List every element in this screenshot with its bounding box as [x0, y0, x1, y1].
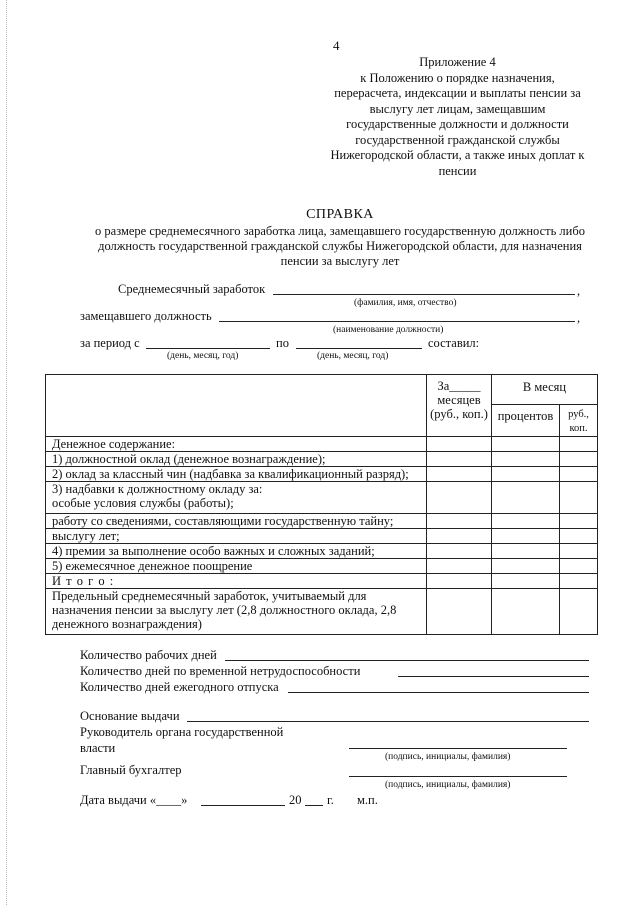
table-row [46, 514, 598, 529]
value-cell[interactable] [560, 467, 598, 482]
value-cell[interactable] [427, 482, 492, 514]
row-label: 1) должностной оклад (денежное вознаграждение); [46, 452, 427, 467]
value-cell[interactable] [560, 544, 598, 559]
value-cell[interactable] [492, 574, 560, 589]
appendix-block [315, 55, 600, 179]
value-cell[interactable] [427, 452, 492, 467]
limit-row [46, 589, 598, 635]
subtitle-line: должность государственной гражданской службы Нижегородской области, для назначения [98, 239, 582, 253]
header-rub-text: руб., [568, 409, 589, 420]
row-label: Денежное содержание: [46, 437, 427, 452]
header-months-text: За_____ [437, 379, 481, 393]
table-row [46, 529, 598, 544]
header-monthly-cell: В месяц [492, 375, 598, 405]
table-row [46, 467, 598, 482]
value-cell[interactable] [427, 529, 492, 544]
position-label: замещавшего должность [80, 309, 212, 323]
value-cell[interactable] [427, 544, 492, 559]
head-label-text: власти [80, 741, 116, 755]
document-subtitle [60, 224, 620, 269]
value-cell[interactable] [492, 467, 560, 482]
header-rub-cell [560, 405, 598, 437]
row-label: 5) ежемесячное денежное поощрение [46, 559, 427, 574]
sick-days-label: Количество дней по временной нетрудоспособности [80, 664, 361, 678]
head-signature-field[interactable] [349, 748, 567, 749]
year-prefix: 20 [289, 793, 302, 807]
fio-hint: (фамилия, имя, отчество) [354, 298, 457, 308]
table-row [46, 544, 598, 559]
period-tail: составил: [428, 336, 480, 350]
appendix-line: Приложение 4 [419, 55, 496, 69]
limit-label-text: денежного вознаграждения) [52, 617, 202, 631]
period-from-field[interactable] [146, 348, 270, 349]
subtitle-line: пенсии за выслугу лет [280, 254, 400, 268]
value-cell[interactable] [492, 529, 560, 544]
value-cell[interactable] [560, 514, 598, 529]
value-cell[interactable] [560, 437, 598, 452]
avg-earnings-label: Среднемесячный заработок [118, 282, 266, 296]
accountant-signature-field[interactable] [349, 776, 567, 777]
appendix-line: пенсии [438, 163, 477, 178]
table-row [46, 482, 598, 514]
appendix-line: государственные должности и должности [346, 117, 569, 131]
period-to-label: по [276, 336, 289, 350]
value-cell[interactable] [427, 514, 492, 529]
value-cell[interactable] [492, 544, 560, 559]
period-to-field[interactable] [296, 348, 422, 349]
issue-date-label: Дата выдачи «____» [80, 793, 188, 807]
limit-label-text: Предельный среднемесячный заработок, учитываемый для [52, 589, 367, 603]
issue-month-field[interactable] [201, 805, 285, 806]
header-months-text: (руб., коп.) [430, 407, 488, 421]
vacation-days-label: Количество дней ежегодного отпуска [80, 680, 279, 694]
value-cell[interactable] [427, 437, 492, 452]
header-months-text: месяцев [437, 393, 481, 407]
basis-field[interactable] [187, 721, 589, 722]
table-row [46, 559, 598, 574]
value-cell[interactable] [560, 452, 598, 467]
issue-year-field[interactable] [305, 805, 323, 806]
head-label-text: Руководитель органа государственной [80, 725, 284, 739]
appendix-line: перерасчета, индексации и выплаты пенсии за [334, 86, 581, 100]
total-row [46, 574, 598, 589]
year-suffix: г. [327, 793, 334, 807]
value-cell[interactable] [427, 589, 492, 635]
value-cell[interactable] [427, 574, 492, 589]
signature-hint: (подпись, инициалы, фамилия) [385, 780, 511, 790]
sick-days-field[interactable] [398, 676, 589, 677]
fio-field[interactable] [273, 294, 575, 295]
value-cell[interactable] [492, 482, 560, 514]
appendix-line: Нижегородской области, а также иных доплат к [330, 148, 585, 162]
header-empty-cell [46, 375, 427, 437]
chief-accountant-label: Главный бухгалтер [80, 763, 182, 777]
row-label: 4) премии за выполнение особо важных и сложных заданий; [46, 544, 427, 559]
limit-label [46, 589, 427, 635]
row-label: 2) оклад за классный чин (надбавка за квалификационный разряд); [46, 467, 427, 482]
row-label-text: 3) надбавки к должностному окладу за: [52, 482, 263, 496]
appendix-line: к Положению о порядке назначения, [360, 70, 555, 85]
value-cell[interactable] [492, 437, 560, 452]
table-row [46, 452, 598, 467]
page-edge-marks [6, 0, 7, 905]
appendix-line: выслугу лет лицам, замещавшим [369, 101, 546, 116]
subtitle-line: о размере среднемесячного заработка лица, замещавшего государственную должность либо [95, 224, 585, 238]
value-cell[interactable] [427, 467, 492, 482]
value-cell[interactable] [560, 559, 598, 574]
header-percent-cell: процентов [492, 405, 560, 437]
value-cell[interactable] [560, 589, 598, 635]
value-cell[interactable] [427, 559, 492, 574]
row-label [46, 482, 427, 514]
date-hint: (день, месяц, год) [317, 351, 389, 361]
earnings-table [45, 374, 598, 635]
document-title: СПРАВКА [306, 207, 374, 222]
date-hint: (день, месяц, год) [167, 351, 239, 361]
basis-label: Основание выдачи [80, 709, 180, 723]
value-cell[interactable] [560, 482, 598, 514]
row-label: выслугу лет; [46, 529, 427, 544]
signature-hint: (подпись, инициалы, фамилия) [385, 752, 511, 762]
period-from-label: за период с [80, 336, 140, 350]
page-number: 4 [333, 38, 340, 53]
value-cell[interactable] [492, 514, 560, 529]
table-row [46, 437, 598, 452]
head-of-authority-label [80, 724, 283, 756]
vacation-days-field[interactable] [288, 692, 589, 693]
value-cell[interactable] [492, 559, 560, 574]
work-days-label: Количество рабочих дней [80, 648, 217, 662]
position-field[interactable] [219, 321, 575, 322]
value-cell[interactable] [492, 452, 560, 467]
comma: , [577, 311, 581, 325]
comma: , [577, 284, 581, 298]
table-header-row [46, 375, 598, 405]
row-label-text: особые условия службы (работы); [52, 496, 234, 510]
value-cell[interactable] [492, 589, 560, 635]
work-days-field[interactable] [225, 660, 589, 661]
total-label: И т о г о : [46, 574, 427, 589]
header-rub-text: коп. [569, 423, 588, 434]
row-label: работу со сведениями, составляющими государственную тайну; [46, 514, 427, 529]
position-hint: (наименование должности) [333, 325, 444, 335]
appendix-line: государственной гражданской службы [355, 132, 560, 147]
value-cell[interactable] [560, 529, 598, 544]
limit-label-text: назначения пенсии за выслугу лет (2,8 должностного оклада, 2,8 [52, 603, 397, 617]
stamp-place: м.п. [357, 793, 378, 807]
value-cell[interactable] [560, 574, 598, 589]
header-months-cell [427, 375, 492, 437]
